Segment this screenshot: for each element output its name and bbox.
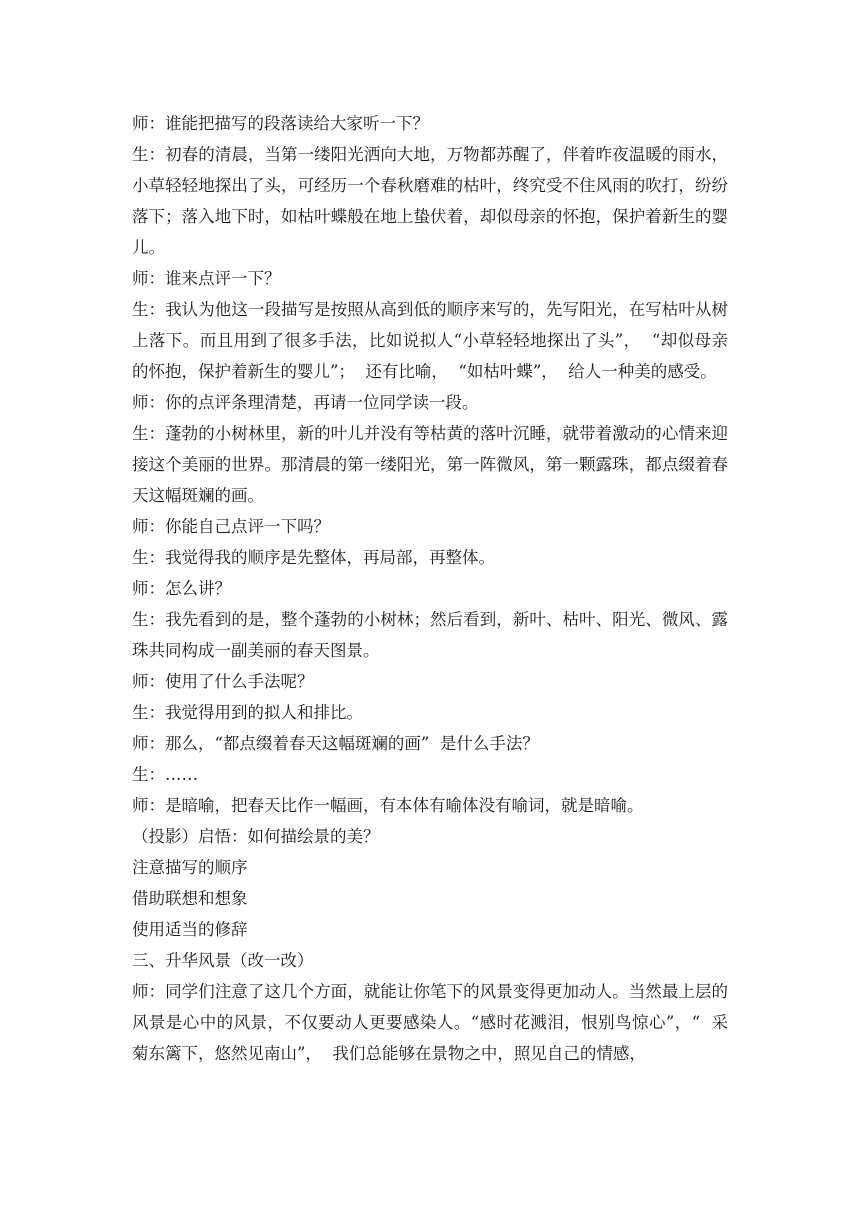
- tip-imagination: 借助联想和想象: [132, 889, 248, 908]
- dialogue-teacher-metaphor-answer: 师：是暗喻，把春天比作一幅画，有本体有喻体没有喻词，就是暗喻。: [132, 796, 644, 815]
- dialogue-teacher-ask-read: 师：谁能把描写的段落读给大家听一下？: [132, 114, 429, 133]
- dialogue-teacher-praise: 师：你的点评条理清楚，再请一位同学读一段。: [132, 393, 479, 412]
- dialogue-student-technique: 生：我觉得用到的拟人和排比。: [132, 703, 363, 722]
- dialogue-student-explain: 生：我先看到的是，整个蓬勃的小树林；然后看到，新叶、枯叶、阳光、微风、露珠共同构成一副美丽的春天图景。: [132, 610, 728, 660]
- dialogue-student-reading-2: 生：蓬勃的小树林里，新的叶儿并没有等枯黄的落叶沉睡，就带着激动的心情来迎接这个美丽的世界。那清晨的第一缕阳光，第一阵微风，第一颗露珠，都点缀着春天这幅斑斓的画。: [132, 424, 728, 505]
- tip-order: 注意描写的顺序: [132, 858, 248, 877]
- dialogue-student-order: 生：我觉得我的顺序是先整体，再局部，再整体。: [132, 548, 495, 567]
- dialogue-teacher-metaphor-question: 师：那么，“都点缀着春天这幅斑斓的画” 是什么手法？: [132, 734, 539, 753]
- dialogue-teacher-ask-comment: 师：谁来点评一下？: [132, 269, 281, 288]
- section-heading-3: 三、升华风景（改一改）: [132, 951, 314, 970]
- tip-rhetoric: 使用适当的修辞: [132, 920, 248, 939]
- document-body: [132, 108, 728, 1069]
- dialogue-teacher-sublimate: 师：同学们注意了这几个方面，就能让你笔下的风景变得更加动人。当然最上层的风景是心中的风景，不仅要动人更要感染人。“感时花溅泪，恨别鸟惊心”，“ 采菊东篱下，悠然见南山”， 我们总能够在景物之中，照见自己的情感，: [132, 982, 728, 1063]
- dialogue-student-reading-1: 生：初春的清晨，当第一缕阳光洒向大地，万物都苏醒了，伴着昨夜温暖的雨水，小草轻轻地探出了头，可经历一个春秋磨难的枯叶，终究受不住风雨的吹打，纷纷落下；落入地下时，如枯叶蝶般在地上蛰伏着，却似母亲的怀抱，保护着新生的婴儿。: [132, 145, 728, 257]
- dialogue-student-silence: 生：……: [132, 765, 198, 784]
- dialogue-teacher-how: 师：怎么讲？: [132, 579, 231, 598]
- dialogue-teacher-technique: 师：使用了什么手法呢？: [132, 672, 314, 691]
- projection-prompt: （投影）启悟：如何描绘景的美？: [132, 827, 380, 846]
- dialogue-teacher-self-comment: 师：你能自己点评一下吗？: [132, 517, 330, 536]
- dialogue-student-comment-1: 生：我认为他这一段描写是按照从高到低的顺序来写的，先写阳光，在写枯叶从树上落下。而且用到了很多手法，比如说拟人“小草轻轻地探出了头”， “却似母亲的怀抱，保护着新生的婴儿”； 还有比喻， “如枯叶蝶”， 给人一种美的感受。: [132, 300, 728, 381]
